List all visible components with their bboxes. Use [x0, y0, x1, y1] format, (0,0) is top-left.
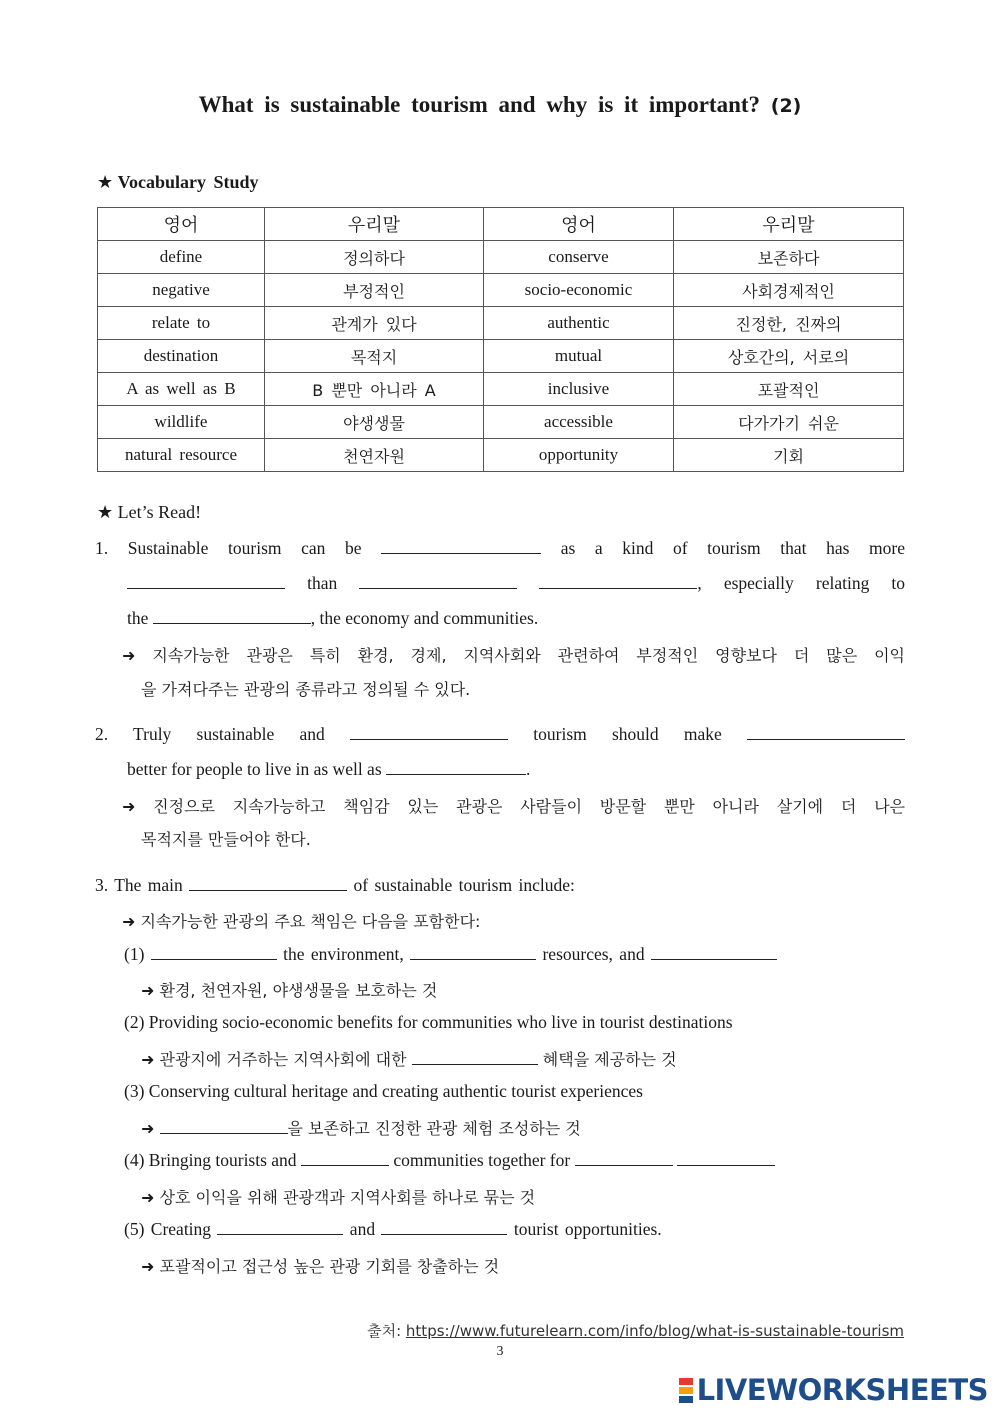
q2-text: . — [526, 759, 531, 779]
q3-text: The main — [114, 875, 183, 895]
q3-item3-korean — [141, 1116, 581, 1139]
q3-item5-korean — [141, 1254, 499, 1277]
vocab-english: opportunity — [484, 439, 674, 472]
vocab-english: conserve — [484, 241, 674, 274]
q2-number: 2. — [95, 724, 109, 744]
star-icon: ★ — [97, 502, 114, 522]
q1-text: the — [127, 608, 149, 628]
q2-blank-destinations[interactable] — [747, 724, 905, 740]
vocab-korean: 진정한, 진짜의 — [674, 307, 904, 340]
arrow-icon: ➜ — [141, 1257, 155, 1276]
item-text: Bringing tourists and — [148, 1150, 297, 1170]
page-number: 3 — [496, 1344, 504, 1359]
q1-text: as a kind of tourism that has more — [560, 538, 906, 558]
item-korean-text: 포괄적이고 접근성 높은 관광 기회를 창출하는 것 — [159, 1257, 500, 1276]
item4-blank-benefit[interactable] — [677, 1150, 775, 1166]
vocab-english: wildlife — [98, 406, 265, 439]
item4-blank-mutual[interactable] — [575, 1150, 673, 1166]
item4-blank-local[interactable] — [301, 1150, 389, 1166]
item-korean-text: 을 보존하고 진정한 관광 체험 조성하는 것 — [287, 1119, 581, 1138]
q3-item2-korean — [141, 1047, 677, 1070]
q1-line3 — [127, 608, 538, 629]
item-number: (5) — [124, 1219, 145, 1239]
item-text: the environment, — [283, 944, 404, 964]
source-link[interactable]: https://www.futurelearn.com/info/blog/what-is-sustainable-tourism — [405, 1322, 904, 1340]
q1-blank-negative[interactable] — [359, 573, 517, 589]
q3-item1-korean — [141, 978, 437, 1001]
vocab-korean: 사회경제적인 — [674, 274, 904, 307]
item-text: Conserving cultural heritage and creating authentic tourist experiences — [148, 1081, 643, 1101]
q3-korean-text: 지속가능한 관광의 주요 책임은 다음을 포함한다: — [140, 912, 481, 931]
q1-text: Sustainable tourism can be — [127, 538, 362, 558]
vocab-english: A as well as B — [98, 373, 265, 406]
vocab-row — [98, 439, 904, 472]
q3-item2 — [124, 1012, 733, 1033]
arrow-icon: ➜ — [122, 797, 136, 816]
vocab-korean: 야생생물 — [265, 406, 484, 439]
q2-text: Truly sustainable and — [133, 724, 325, 744]
title-number: (2) — [770, 95, 802, 117]
q3-text: of sustainable tourism include: — [353, 875, 575, 895]
item1-blank-wildlife[interactable] — [651, 944, 777, 960]
arrow-icon: ➜ — [141, 1119, 155, 1138]
vocab-row — [98, 406, 904, 439]
q3-line1 — [95, 875, 575, 896]
vocab-korean: 정의하다 — [265, 241, 484, 274]
vocab-korean: 보존하다 — [674, 241, 904, 274]
q2-korean-text: 목적지를 만들어야 한다. — [141, 830, 311, 849]
q1-text: , especially relating to — [697, 573, 906, 593]
vocab-row — [98, 307, 904, 340]
vocab-english: destination — [98, 340, 265, 373]
vocab-english: relate to — [98, 307, 265, 340]
item5-blank-accessible[interactable] — [381, 1219, 507, 1235]
arrow-icon: ➜ — [122, 646, 136, 665]
q1-korean-line1 — [122, 643, 905, 666]
col-header: 영어 — [484, 208, 674, 241]
col-header: 우리말 — [674, 208, 904, 241]
vocab-heading-text: Vocabulary Study — [117, 172, 259, 192]
q2-blank-visit[interactable] — [386, 759, 526, 775]
vocab-table — [97, 207, 904, 472]
item1-blank-protecting[interactable] — [151, 944, 277, 960]
vocab-english: authentic — [484, 307, 674, 340]
read-heading — [97, 502, 201, 523]
logo-bar — [679, 1396, 693, 1403]
item-number: (2) — [124, 1012, 145, 1032]
logo-mark-icon — [679, 1377, 693, 1404]
item3-blank-heritage[interactable] — [160, 1118, 288, 1134]
vocab-english: natural resource — [98, 439, 265, 472]
item-number: (1) — [124, 944, 145, 964]
q3-item5 — [124, 1219, 662, 1240]
arrow-icon: ➜ — [141, 1050, 155, 1069]
vocab-english: negative — [98, 274, 265, 307]
q3-item1 — [124, 944, 777, 965]
vocab-korean: 기회 — [674, 439, 904, 472]
item-text: Creating — [150, 1219, 212, 1239]
q1-korean-text: 지속가능한 관광은 특히 환경, 경제, 지역사회와 관련하여 부정적인 영향보다 더 많은 이익 — [152, 646, 905, 665]
item2-blank-socioeconomic[interactable] — [412, 1049, 538, 1065]
q1-number: 1. — [95, 538, 109, 558]
q1-line1 — [95, 538, 905, 559]
page-title — [0, 92, 1000, 118]
vocab-english: mutual — [484, 340, 674, 373]
arrow-icon: ➜ — [122, 912, 136, 931]
q3-item3 — [124, 1081, 643, 1102]
vocab-english: inclusive — [484, 373, 674, 406]
col-header: 우리말 — [265, 208, 484, 241]
q3-blank-responsibilities[interactable] — [189, 875, 347, 891]
item1-blank-natural[interactable] — [410, 944, 536, 960]
vocab-row — [98, 340, 904, 373]
q1-blank-defined[interactable] — [381, 538, 541, 554]
title-text: What is sustainable tourism and why is it important? — [198, 92, 761, 117]
q1-korean-text: 을 가져다주는 관광의 종류라고 정의될 수 있다. — [141, 680, 471, 699]
q2-line1 — [95, 724, 905, 745]
q2-korean-line1 — [122, 794, 905, 817]
col-header: 영어 — [98, 208, 265, 241]
item-korean-text: 관광지에 거주하는 지역사회에 대한 — [159, 1050, 407, 1069]
vocab-row — [98, 274, 904, 307]
vocab-korean: 다가가기 쉬운 — [674, 406, 904, 439]
arrow-icon: ➜ — [141, 981, 155, 1000]
q3-korean — [122, 909, 480, 932]
q1-blank-environment[interactable] — [153, 608, 311, 624]
brand-text: LIVEWORKSHEETS — [696, 1373, 988, 1407]
item-number: (4) — [124, 1150, 145, 1170]
logo-bar — [679, 1387, 693, 1394]
source-citation — [367, 1320, 904, 1341]
brand-logo — [679, 1373, 988, 1407]
item-text: and — [349, 1219, 376, 1239]
item-number: (3) — [124, 1081, 145, 1101]
q3-item4-korean — [141, 1185, 535, 1208]
vocab-korean: 천연자원 — [265, 439, 484, 472]
read-heading-text: Let’s Read! — [117, 502, 202, 522]
arrow-icon: ➜ — [141, 1188, 155, 1207]
vocab-korean: 목적지 — [265, 340, 484, 373]
item-text: Providing socio-economic benefits for communities who live in tourist destinations — [148, 1012, 733, 1032]
vocab-header-row — [98, 208, 904, 241]
item-korean-text: 혜택을 제공하는 것 — [542, 1050, 677, 1069]
vocab-korean: 관계가 있다 — [265, 307, 484, 340]
vocab-korean: 부정적인 — [265, 274, 484, 307]
vocab-korean: 상호간의, 서로의 — [674, 340, 904, 373]
vocab-row — [98, 373, 904, 406]
item-korean-text: 상호 이익을 위해 관광객과 지역사회를 하나로 묶는 것 — [159, 1188, 536, 1207]
logo-bar — [679, 1378, 693, 1385]
q2-korean-line2 — [141, 827, 311, 850]
q3-number: 3. — [95, 875, 109, 895]
vocab-heading — [97, 172, 259, 193]
q2-text: better for people to live in as well as — [127, 759, 382, 779]
item-korean-text: 환경, 천연자원, 야생생물을 보호하는 것 — [159, 981, 438, 1000]
q2-text: tourism should make — [533, 724, 722, 744]
q2-blank-responsible[interactable] — [350, 724, 508, 740]
q1-blank-impacts[interactable] — [539, 573, 697, 589]
vocab-english: define — [98, 241, 265, 274]
q2-line2 — [127, 759, 530, 780]
q1-line2 — [127, 573, 905, 594]
item-text: tourist opportunities. — [513, 1219, 662, 1239]
q2-korean-text: 진정으로 지속가능하고 책임감 있는 관광은 사람들이 방문할 뿐만 아니라 살기에 더 나은 — [153, 797, 905, 816]
source-label: 출처: — [367, 1322, 402, 1340]
item-text: resources, and — [542, 944, 645, 964]
q1-korean-line2 — [141, 677, 470, 700]
q1-text: than — [307, 573, 338, 593]
star-icon: ★ — [97, 172, 114, 192]
item-text: communities together for — [393, 1150, 571, 1170]
q1-blank-benefits[interactable] — [127, 573, 285, 589]
vocab-korean: B 뿐만 아니라 A — [265, 373, 484, 406]
item5-blank-inclusive[interactable] — [217, 1219, 343, 1235]
vocab-english: accessible — [484, 406, 674, 439]
q1-text: , the economy and communities. — [310, 608, 539, 628]
vocab-row — [98, 241, 904, 274]
vocab-korean: 포괄적인 — [674, 373, 904, 406]
vocab-english: socio-economic — [484, 274, 674, 307]
q3-item4 — [124, 1150, 775, 1171]
